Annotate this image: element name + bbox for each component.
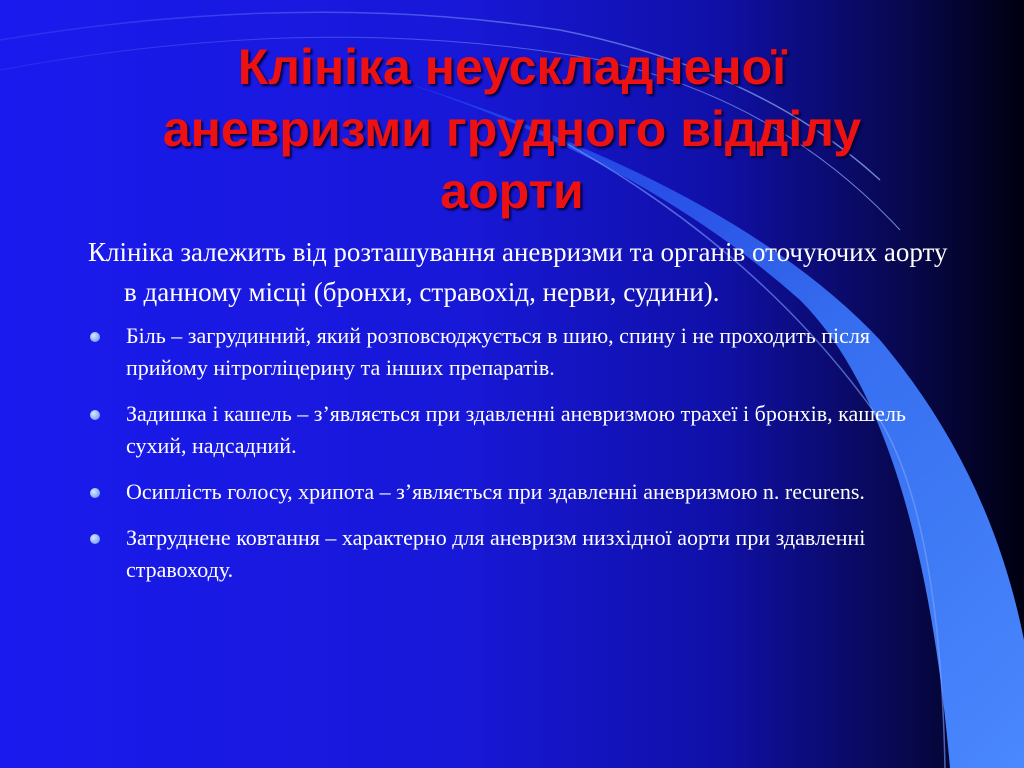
bullet-dot-icon bbox=[90, 332, 100, 342]
bullet-dot-icon bbox=[90, 534, 100, 544]
bullet-text: Біль – загрудинний, який розповсюджується в шию, спину і не проходить після прийому нітрогліцерину та інших препаратів. bbox=[126, 323, 871, 380]
list-item bbox=[88, 398, 948, 462]
list-item bbox=[88, 522, 948, 586]
bullet-text: Задишка і кашель – з’являється при здавленні аневризмою трахеї і бронхів, кашель сухий, надсадний. bbox=[126, 401, 906, 458]
list-item bbox=[88, 476, 948, 508]
slide-title bbox=[60, 36, 964, 222]
title-line-1: Клініка неускладненої bbox=[237, 39, 787, 95]
bullet-dot-icon bbox=[90, 410, 100, 420]
slide-content bbox=[88, 232, 948, 600]
bullet-text: Затруднене ковтання – характерно для аневризм низхідної аорти при здавленні стравоходу. bbox=[126, 525, 866, 582]
list-item bbox=[88, 320, 948, 384]
bullet-text: Осиплість голосу, хрипота – з’являється при здавленні аневризмою n. recurens. bbox=[126, 479, 865, 504]
title-line-2: аневризми грудного відділу bbox=[162, 101, 862, 157]
intro-paragraph: Клініка залежить від розташування аневризми та органів оточуючих аорту в данному місці (бронхи, стравохід, нерви, судини). bbox=[88, 237, 948, 307]
bullet-dot-icon bbox=[90, 488, 100, 498]
bullet-list bbox=[88, 320, 948, 586]
title-line-3: аорти bbox=[440, 163, 584, 219]
